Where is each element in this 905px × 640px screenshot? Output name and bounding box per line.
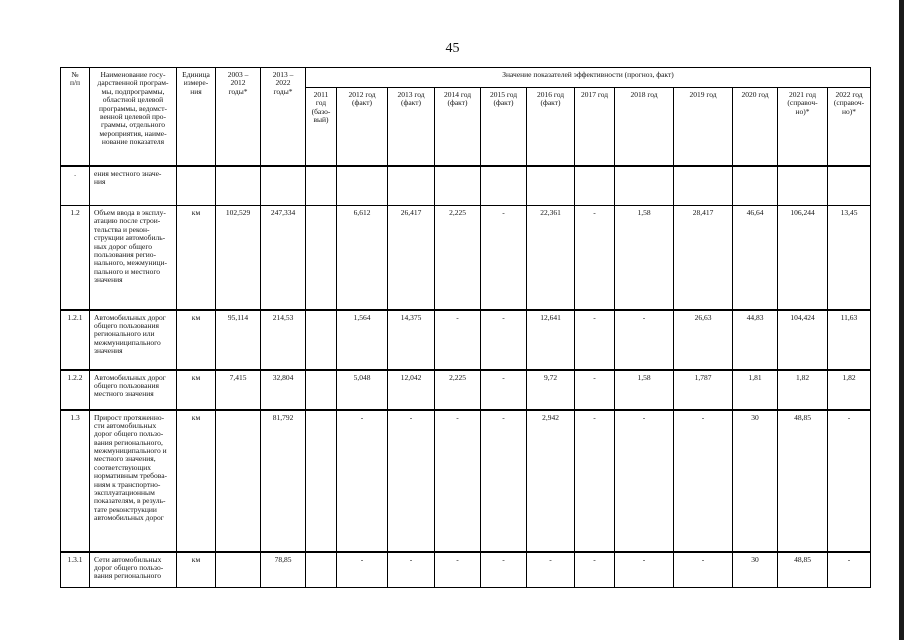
row-year-value: [481, 166, 527, 206]
row-name: ения местного значе- ния: [90, 166, 177, 206]
row-year-value: -: [615, 552, 674, 588]
row-year-value: -: [435, 552, 481, 588]
row-year-value: [306, 410, 337, 552]
row-year-value: 30: [733, 552, 778, 588]
indicators-table: [60, 67, 871, 588]
header-period-2013-2022: 2013 – 2022 годы*: [261, 68, 306, 166]
row-year-value: [674, 166, 733, 206]
row-year-value: [306, 370, 337, 410]
header-year: 2019 год: [674, 88, 733, 166]
row-year-value: -: [388, 552, 435, 588]
row-year-value: -: [575, 310, 615, 370]
row-year-value: [778, 166, 828, 206]
row-year-value: [527, 166, 575, 206]
row-year-value: -: [435, 410, 481, 552]
row-year-value: 30: [733, 410, 778, 552]
header-unit: Единица измере- ния: [177, 68, 216, 166]
table-row: [61, 552, 871, 588]
row-year-value: -: [337, 552, 388, 588]
row-name: Объем ввода в эксплу- атацию после строи- тельства и рекон- струкции автомобиль- ных дорог общего пользования регио- нального, межмуници- пального и местного значения: [90, 206, 177, 310]
header-year: 2013 год (факт): [388, 88, 435, 166]
row-year-value: 12,641: [527, 310, 575, 370]
row-year-value: -: [388, 410, 435, 552]
row-year-value: 6,612: [337, 206, 388, 310]
header-year: 2018 год: [615, 88, 674, 166]
row-year-value: -: [674, 410, 733, 552]
row-period-2003-2012: [216, 552, 261, 588]
row-year-value: 44,83: [733, 310, 778, 370]
row-unit: км: [177, 370, 216, 410]
row-name: Автомобильных дорог общего пользования регионального или межмуниципального значения: [90, 310, 177, 370]
row-year-value: -: [615, 410, 674, 552]
row-year-value: [828, 166, 871, 206]
row-year-value: -: [575, 552, 615, 588]
row-year-value: 28,417: [674, 206, 733, 310]
row-year-value: 48,85: [778, 410, 828, 552]
row-year-value: 106,244: [778, 206, 828, 310]
row-year-value: [435, 166, 481, 206]
header-year: 2017 год: [575, 88, 615, 166]
row-unit: [177, 166, 216, 206]
row-year-value: -: [828, 552, 871, 588]
row-year-value: [337, 166, 388, 206]
row-year-value: -: [481, 310, 527, 370]
row-period-2013-2022: 32,804: [261, 370, 306, 410]
row-period-2003-2012: 102,529: [216, 206, 261, 310]
row-year-value: -: [575, 206, 615, 310]
row-year-value: [306, 552, 337, 588]
row-number: .: [61, 166, 90, 206]
row-year-value: 5,048: [337, 370, 388, 410]
row-year-value: -: [481, 410, 527, 552]
row-year-value: -: [481, 206, 527, 310]
row-year-value: 48,85: [778, 552, 828, 588]
row-period-2013-2022: 81,792: [261, 410, 306, 552]
row-name: Прирост протяженно- сти автомобильных дорог общего пользо- вания регионального, межмуниципального и местного значения, соответствующих нормативным требова- ниям к транспортно- эксплуатационным показателям, в резуль- тате реконструкции автомобильных дорог: [90, 410, 177, 552]
row-year-value: 2,942: [527, 410, 575, 552]
table-row: [61, 410, 871, 552]
row-year-value: [306, 310, 337, 370]
row-period-2003-2012: [216, 410, 261, 552]
row-unit: км: [177, 206, 216, 310]
row-number: 1.2: [61, 206, 90, 310]
row-unit: км: [177, 552, 216, 588]
row-unit: км: [177, 310, 216, 370]
row-year-value: -: [828, 410, 871, 552]
row-year-value: [388, 166, 435, 206]
row-year-value: 104,424: [778, 310, 828, 370]
header-name: Наименование госу- дарственной програм- мы, подпрограммы, областной целевой программы, ведомст- венной целевой про- граммы, отдельного мероприятия, наиме- нование показателя: [90, 68, 177, 166]
row-year-value: [615, 166, 674, 206]
row-year-value: -: [575, 370, 615, 410]
row-number: 1.2.1: [61, 310, 90, 370]
row-year-value: 13,45: [828, 206, 871, 310]
row-period-2003-2012: 7,415: [216, 370, 261, 410]
row-year-value: -: [615, 310, 674, 370]
scan-edge: [899, 0, 904, 640]
header-period-2003-2012: 2003 – 2012 годы*: [216, 68, 261, 166]
row-year-value: -: [527, 552, 575, 588]
row-year-value: 9,72: [527, 370, 575, 410]
header-group: Значение показателей эффективности (прогноз, факт): [306, 68, 871, 88]
header-year: 2016 год (факт): [527, 88, 575, 166]
row-period-2013-2022: 78,85: [261, 552, 306, 588]
row-year-value: 2,225: [435, 370, 481, 410]
row-year-value: 1,564: [337, 310, 388, 370]
table-row: [61, 166, 871, 206]
header-year: 2015 год (факт): [481, 88, 527, 166]
row-period-2003-2012: [216, 166, 261, 206]
row-year-value: 2,225: [435, 206, 481, 310]
header-num: № п/п: [61, 68, 90, 166]
row-year-value: -: [481, 370, 527, 410]
row-year-value: 11,63: [828, 310, 871, 370]
row-year-value: -: [575, 410, 615, 552]
row-year-value: [733, 166, 778, 206]
row-number: 1.3.1: [61, 552, 90, 588]
row-unit: км: [177, 410, 216, 552]
row-name: Сети автомобильных дорог общего пользо- вания регионального: [90, 552, 177, 588]
row-year-value: 1,82: [828, 370, 871, 410]
row-year-value: 1,58: [615, 206, 674, 310]
table-row: [61, 370, 871, 410]
row-year-value: 1,82: [778, 370, 828, 410]
header-year: 2011 год (базо- вый): [306, 88, 337, 166]
row-period-2013-2022: 214,53: [261, 310, 306, 370]
row-year-value: [306, 166, 337, 206]
row-year-value: -: [481, 552, 527, 588]
header-year: 2021 год (справоч- но)*: [778, 88, 828, 166]
row-year-value: 26,63: [674, 310, 733, 370]
row-year-value: 22,361: [527, 206, 575, 310]
table-row: [61, 206, 871, 310]
row-year-value: 46,64: [733, 206, 778, 310]
header-year: 2022 год (справоч- но)*: [828, 88, 871, 166]
page-number: 45: [445, 41, 460, 56]
row-number: 1.3: [61, 410, 90, 552]
header-year: 2014 год (факт): [435, 88, 481, 166]
row-period-2003-2012: 95,114: [216, 310, 261, 370]
row-year-value: 12,042: [388, 370, 435, 410]
table-row: [61, 310, 871, 370]
header-year: 2020 год: [733, 88, 778, 166]
row-period-2013-2022: [261, 166, 306, 206]
row-year-value: -: [435, 310, 481, 370]
header-year: 2012 год (факт): [337, 88, 388, 166]
row-year-value: [575, 166, 615, 206]
row-year-value: 1,81: [733, 370, 778, 410]
row-year-value: -: [674, 552, 733, 588]
row-year-value: 1,58: [615, 370, 674, 410]
row-number: 1.2.2: [61, 370, 90, 410]
row-name: Автомобильных дорог общего пользования местного значения: [90, 370, 177, 410]
row-year-value: [306, 206, 337, 310]
row-year-value: -: [337, 410, 388, 552]
row-year-value: 26,417: [388, 206, 435, 310]
row-year-value: 14,375: [388, 310, 435, 370]
row-year-value: 1,787: [674, 370, 733, 410]
row-period-2013-2022: 247,334: [261, 206, 306, 310]
